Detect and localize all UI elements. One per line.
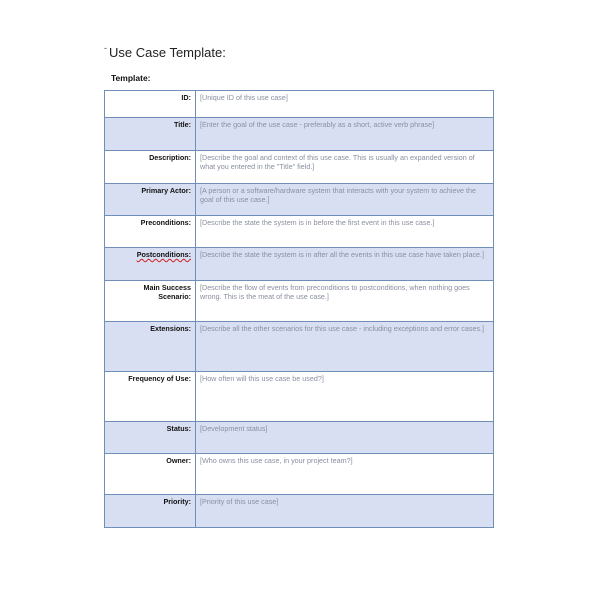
label-main-success-scenario: Main Success Scenario:: [105, 281, 196, 322]
row-extensions: [105, 322, 494, 372]
value-extensions: [Describe all the other scenarios for this use case - including exceptions and error cases.]: [196, 322, 494, 372]
value-main-success-scenario: [Describe the flow of events from preconditions to postconditions, when nothing goes wrong. This is the meat of the use case.]: [196, 281, 494, 322]
value-description: [Describe the goal and context of this use case. This is usually an expanded version of what you entered in the "Title" field.]: [196, 151, 494, 184]
label-postconditions: Postconditions:: [136, 250, 191, 259]
value-preconditions: [Describe the state the system is in before the first event in this use case.]: [196, 216, 494, 248]
row-preconditions: [105, 216, 494, 248]
row-description: [105, 151, 494, 184]
label-primary-actor: Primary Actor:: [105, 184, 196, 216]
row-main-success-scenario: [105, 281, 494, 322]
row-frequency-of-use: [105, 372, 494, 422]
row-title: [105, 118, 494, 151]
value-title: [Enter the goal of the use case - preferably as a short, active verb phrase]: [196, 118, 494, 151]
value-id: [Unique ID of this use case]: [196, 91, 494, 118]
label-extensions: Extensions:: [105, 322, 196, 372]
document-title: Use Case Template:: [109, 45, 226, 60]
label-frequency-of-use: Frequency of Use:: [105, 372, 196, 422]
label-id: ID:: [105, 91, 196, 118]
row-postconditions: [105, 248, 494, 281]
row-primary-actor: [105, 184, 494, 216]
title-mark: -: [104, 43, 107, 53]
value-priority: [Priority of this use case]: [196, 495, 494, 528]
row-status: [105, 422, 494, 454]
label-owner: Owner:: [105, 454, 196, 495]
label-title: Title:: [105, 118, 196, 151]
section-label: Template:: [111, 73, 151, 83]
value-postconditions: [Describe the state the system is in after all the events in this use case have taken place.]: [196, 248, 494, 281]
row-id: [105, 91, 494, 118]
row-owner: [105, 454, 494, 495]
label-description: Description:: [105, 151, 196, 184]
value-owner: [Who owns this use case, in your project team?]: [196, 454, 494, 495]
use-case-table: [104, 90, 494, 528]
label-priority: Priority:: [105, 495, 196, 528]
label-status: Status:: [105, 422, 196, 454]
value-status: [Development status]: [196, 422, 494, 454]
label-preconditions: Preconditions:: [105, 216, 196, 248]
value-frequency-of-use: [How often will this use case be used?]: [196, 372, 494, 422]
value-primary-actor: [A person or a software/hardware system that interacts with your system to achieve the goal of this use case.]: [196, 184, 494, 216]
row-priority: [105, 495, 494, 528]
